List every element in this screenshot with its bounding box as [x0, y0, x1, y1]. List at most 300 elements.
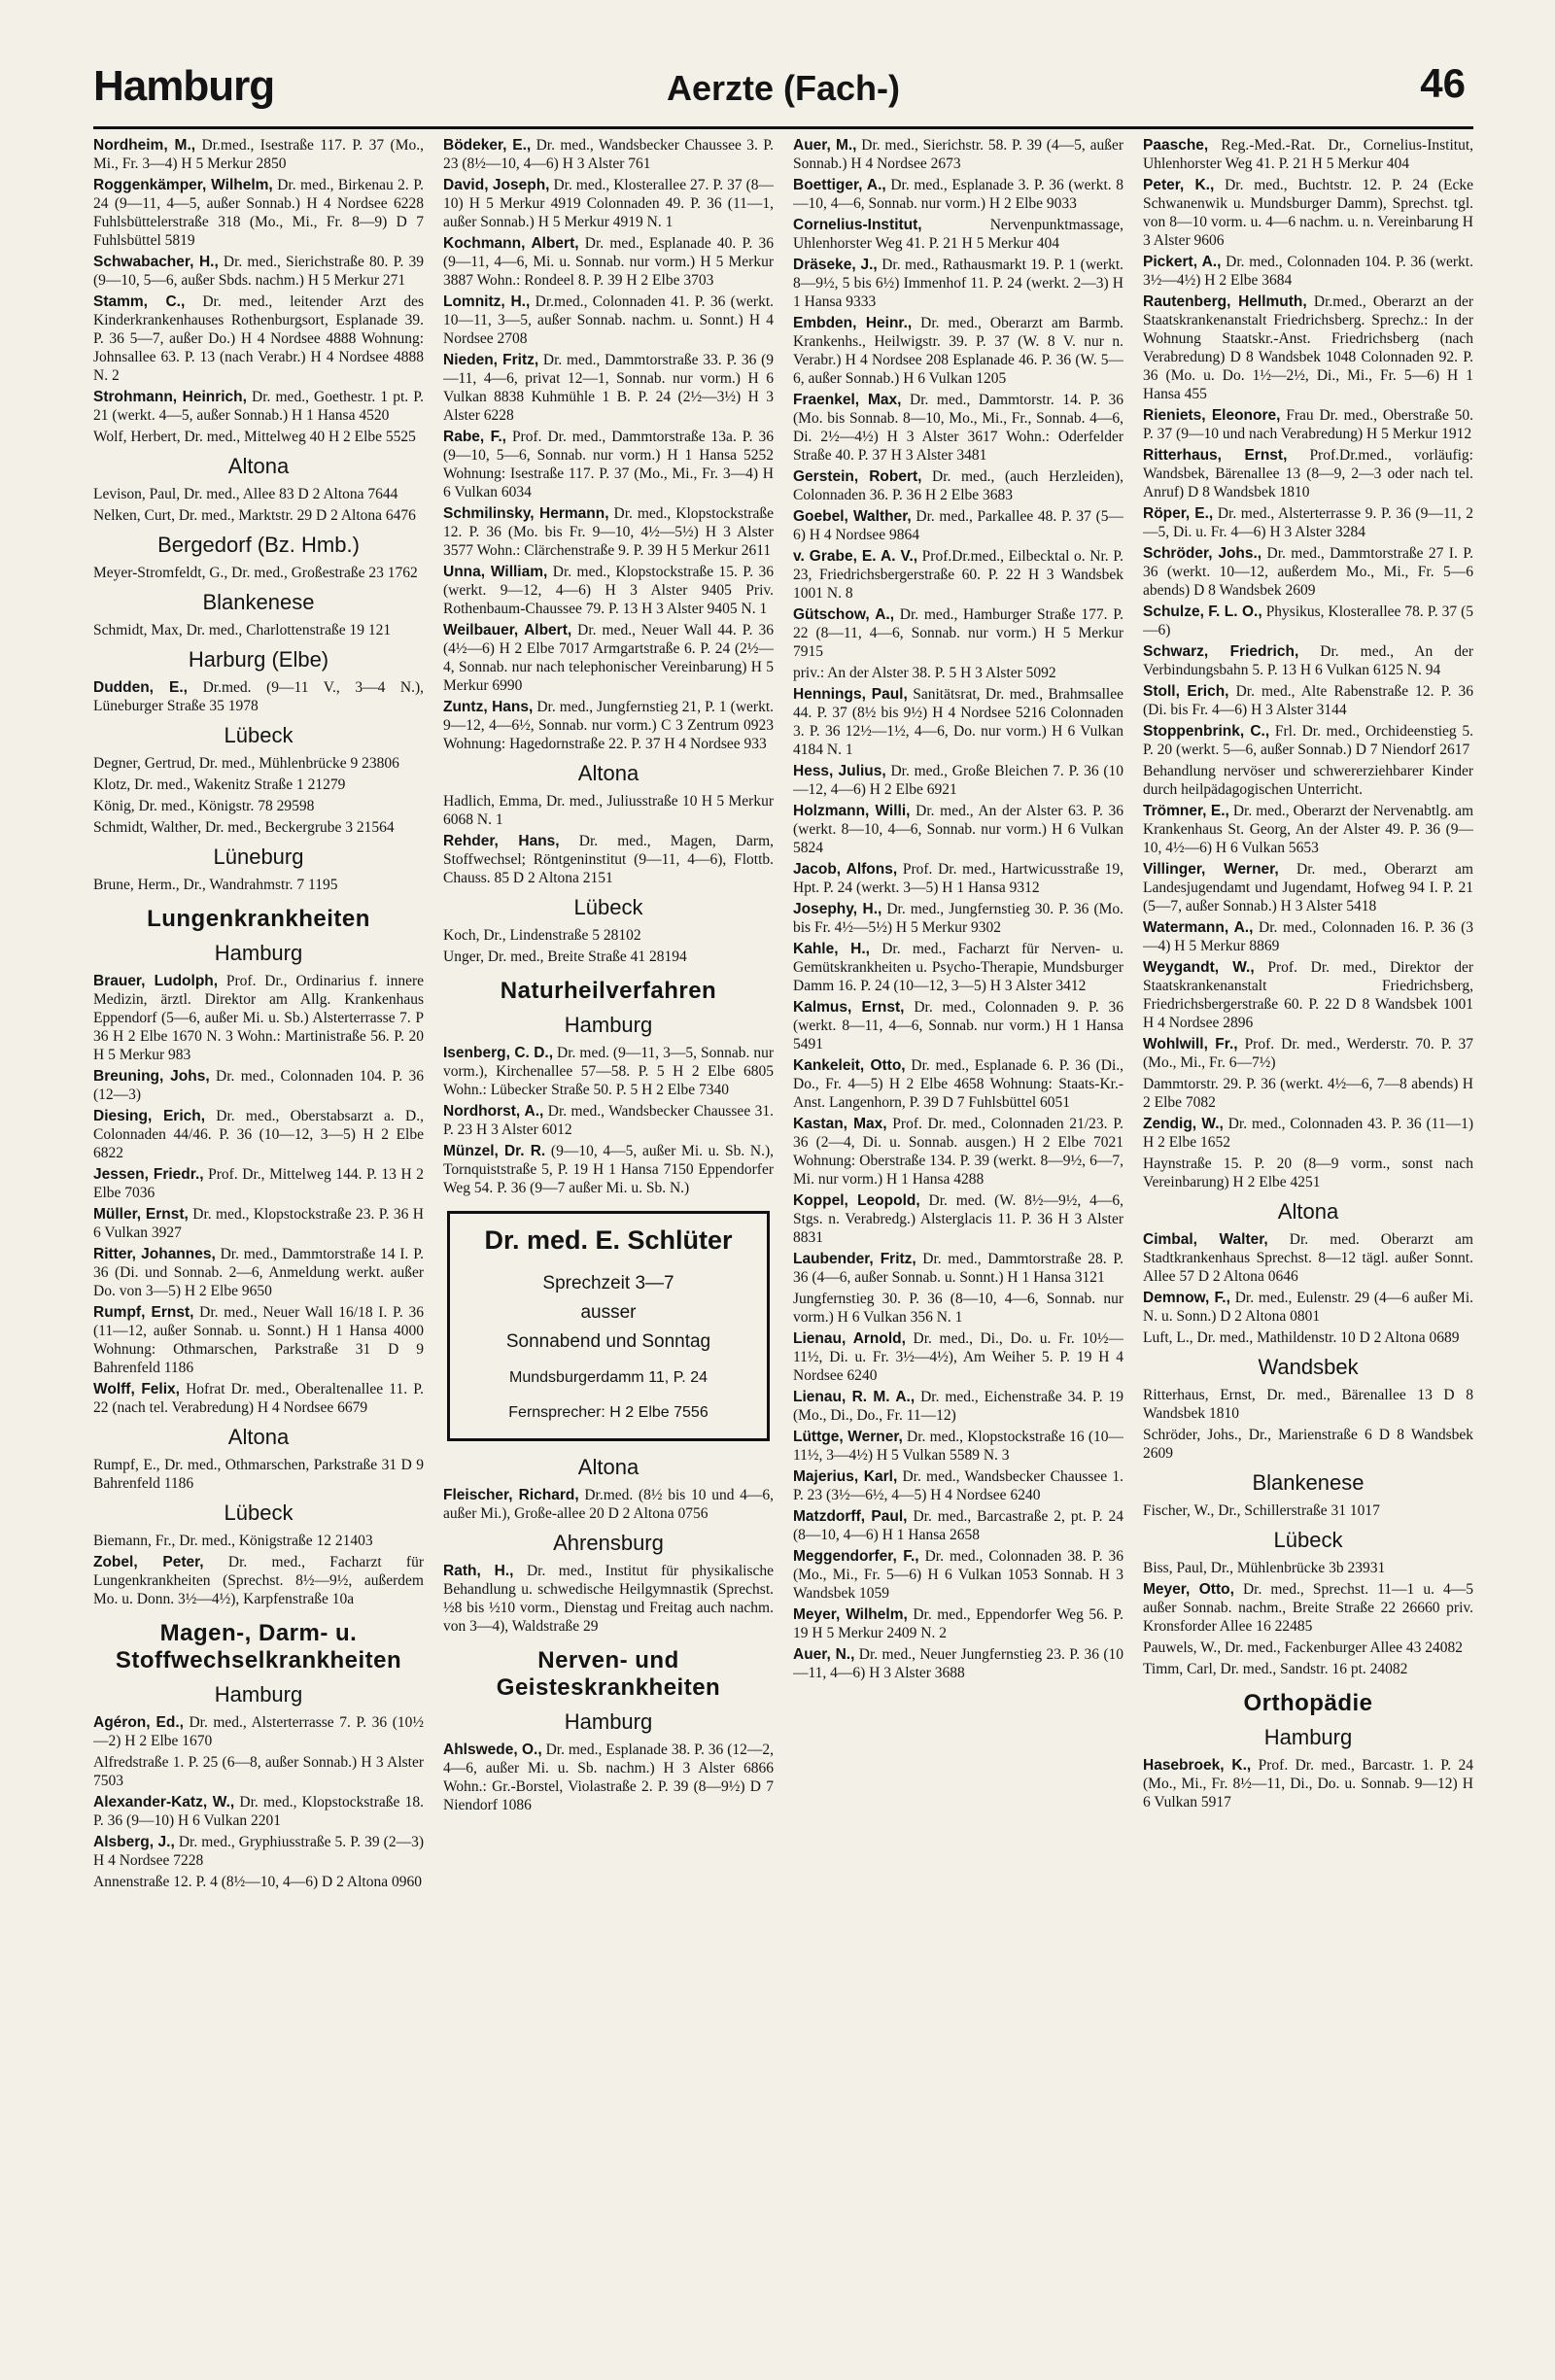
directory-entry [443, 234, 774, 290]
entry-details: Pauwels, W., Dr. med., Fackenburger Allee 43 24082 [1143, 1639, 1464, 1656]
entry-details: Klotz, Dr. med., Wakenitz Straße 1 21279 [93, 776, 346, 793]
entry-name: Watermann, A., [1143, 919, 1254, 936]
directory-entry [93, 1833, 424, 1870]
directory-entry [93, 564, 424, 582]
entry-name: Majerius, Karl, [793, 1468, 898, 1485]
entry-name: Paasche, [1143, 137, 1209, 154]
entry-details: Prof. Dr. med., Barcastr. 1. P. 24 (Mo., Mi., Fr. 8½—11, Di., Do. u. Sonnab. 9—12) H 6 Vulkan 5917 [1143, 1757, 1473, 1811]
section-heading: Lungenkrankheiten [147, 906, 370, 932]
entry-name: Lüttge, Werner, [793, 1429, 903, 1445]
entry-details: Fischer, W., Dr., Schillerstraße 31 1017 [1143, 1502, 1380, 1519]
directory-entry [443, 1102, 774, 1139]
entry-details: Schröder, Johs., Dr., Marienstraße 6 D 8 Wandsbek 2609 [1143, 1427, 1473, 1462]
entry-details: Dr. med., Dammtorstraße 27 I. P. 36 (werkt. 10—12, außerdem Mo., Mi., Fr. 5—6 abends) D 8 Wandsbek 2609 [1143, 545, 1473, 599]
entry-details: Rumpf, E., Dr. med., Othmarschen, Parkstraße 31 D 9 Bahrenfeld 1186 [93, 1457, 424, 1492]
entry-details: Dr. med. Oberarzt am Stadtkrankenhaus Sprechst. 8—12 tägl. außer Sonnt. Allee 57 D 2 Altona 0646 [1143, 1231, 1473, 1285]
ad-except: ausser [580, 1302, 637, 1323]
entry-details: Sanitätsrat, Dr. med., Brahmsallee 44. P. 37 (8½ bis 9½) H 4 Nordsee 5216 Colonnaden 3. P. 36 12½—1½, 4—6, Do. nur vorm.) H 6 Vulkan 4184 N. 1 [793, 686, 1123, 758]
entry-details: Dr. med., Institut für physikalische Behandlung u. schwedische Heilgymnastik (Sprechst. ½8 bis ½10 vorm., Dienstag und Freitag auch nachm. von 3—4), Waldstraße 29 [443, 1563, 774, 1635]
directory-entry [93, 293, 424, 385]
directory-entry [793, 1329, 1123, 1385]
directory-entry [793, 256, 1123, 311]
city-heading: Hamburg [214, 941, 303, 965]
city-heading: Hamburg [1263, 1725, 1353, 1749]
entry-details: Dr. med., Facharzt für Lungenkrankheiten (Sprechst. 8½—9½, außerdem Mo. u. Donn. 3½—4½), Karpfenstraße 10a [93, 1554, 424, 1607]
entry-name: Hennings, Paul, [793, 686, 908, 703]
entry-details: Dr. med., Oberarzt am Landesjugendamt und Jugendamt, Hofweg 94 I. P. 21 (5—7, außer Sonnab.) H 3 Alster 5418 [1143, 861, 1473, 914]
city-heading: Altona [227, 1425, 290, 1449]
directory-entry [793, 216, 1123, 253]
entry-details: Dr. med., Magen, Darm, Stoffwechsel; Röntgeninstitut (9—11, 4—6), Flottb. Chauss. 85 D 2 Altona 2151 [443, 833, 774, 886]
entry-details: Unger, Dr. med., Breite Straße 41 28194 [443, 949, 687, 965]
directory-entry [793, 1645, 1123, 1682]
directory-entry [1143, 682, 1473, 719]
city-heading: Bergedorf (Bz. Hmb.) [157, 533, 360, 557]
city-heading: Lübeck [224, 1500, 294, 1525]
entry-name: Schwarz, Friedrich, [1143, 643, 1299, 660]
city-heading: Lübeck [1273, 1528, 1343, 1552]
entry-name: Cimbal, Walter, [1143, 1231, 1268, 1248]
directory-entry [93, 972, 424, 1064]
directory-entry [93, 1553, 424, 1608]
directory-entry [1143, 446, 1473, 501]
directory-entry [1143, 1230, 1473, 1286]
entry-name: v. Grabe, E. A. V., [793, 548, 918, 565]
directory-entry [793, 762, 1123, 799]
directory-entry [793, 1191, 1123, 1247]
directory-entry [1143, 802, 1473, 857]
directory-entry [93, 678, 424, 715]
directory-entry [793, 314, 1123, 388]
entry-details: Biss, Paul, Dr., Mühlenbrücke 3b 23931 [1143, 1560, 1386, 1576]
directory-entry [93, 388, 424, 425]
directory-entry [443, 563, 774, 618]
entry-details: Dr. med., Colonnaden 43. P. 36 (11—1) H 2 Elbe 1652 [1143, 1116, 1473, 1151]
directory-entry [1143, 1035, 1473, 1072]
entry-details: Dr. med., Colonnaden 104. P. 36 (werkt. 3½—4½) H 2 Elbe 3684 [1143, 254, 1473, 289]
entry-details: Brune, Herm., Dr., Wandrahmstr. 7 1195 [93, 877, 338, 893]
entry-details: Dr. med., Oberarzt der Nervenabtlg. am Krankenhaus St. Georg, An der Alster 49. P. 36 (9—10, 4½—6) H 6 Vulkan 5653 [1143, 803, 1473, 856]
directory-entry [1143, 762, 1473, 799]
directory-entry [793, 1388, 1123, 1425]
entry-name: Schmilinsky, Hermann, [443, 505, 609, 522]
entry-name: Rumpf, Ernst, [93, 1304, 194, 1321]
entry-name: Zobel, Peter, [93, 1554, 204, 1570]
entry-name: Isenberg, C. D., [443, 1045, 554, 1061]
directory-entry [793, 1467, 1123, 1504]
directory-entry [793, 685, 1123, 759]
directory-entry [443, 351, 774, 425]
directory-entry [1143, 1559, 1473, 1577]
ad-address: Mundsburgerdamm 11, P. 24 [509, 1369, 708, 1386]
directory-entry [93, 485, 424, 503]
entry-details: Behandlung nervöser und schwererziehbarer Kinder durch heilpädagogischen Unterricht. [1143, 763, 1473, 798]
directory-entry [1143, 293, 1473, 403]
entry-details: Haynstraße 15. P. 20 (8—9 vorm., sonst nach Vereinbarung) H 2 Elbe 4251 [1143, 1156, 1473, 1190]
entry-name: Strohmann, Heinrich, [93, 389, 247, 405]
entry-details: Frau Dr. med., Oberstraße 50. P. 37 (9—10 und nach Verabredung) H 5 Merkur 1912 [1143, 407, 1473, 442]
city-heading: Altona [577, 1455, 639, 1479]
directory-entry [443, 428, 774, 501]
section-heading: Orthopädie [1243, 1690, 1373, 1716]
entry-name: Unna, William, [443, 564, 548, 580]
entry-details: Dr. med., Sierichstr. 58. P. 39 (4—5, außer Sonnab.) H 4 Nordsee 2673 [793, 137, 1123, 172]
entry-name: Stoppenbrink, C., [1143, 723, 1270, 740]
entry-details: Dr. med., Dammtorstr. 14. P. 36 (Mo. bis Sonnab. 8—10, Mo., Mi., Fr., Sonnab. 4—6, Di. 2½—4½) H 3 Alster 3617 Wohn.: Oderfelder Straße 40. P. 37 H 3 Alster 3481 [793, 392, 1123, 464]
entry-details: Frl. Dr. med., Orchideenstieg 5. P. 20 (werkt. 5—6, außer Sonnab.) D 7 Niendorf 2617 [1143, 723, 1473, 758]
directory-entry [1143, 1155, 1473, 1191]
entry-details: Dr. med., Goethestr. 1 pt. P. 21 (werkt. 4—5, außer Sonnab.) H 1 Hansa 4520 [93, 389, 424, 424]
directory-entry [793, 547, 1123, 603]
directory-entry [793, 1428, 1123, 1465]
ad-phone: Fernsprecher: H 2 Elbe 7556 [508, 1404, 708, 1421]
entry-name: Zuntz, Hans, [443, 699, 534, 715]
city-heading: Harburg (Elbe) [188, 647, 329, 672]
directory-entry [793, 998, 1123, 1053]
directory-entry [1143, 504, 1473, 541]
entry-details: Dr. med., Esplanade 40. P. 36 (9—11, 4—6, Mi. u. Sonnab. nur vorm.) H 5 Merkur 3887 Wohn.: Rondeel 8. P. 39 H 2 Elbe 3703 [443, 235, 774, 289]
directory-entry [1143, 860, 1473, 915]
entry-name: Müller, Ernst, [93, 1206, 189, 1223]
directory-entry [793, 860, 1123, 897]
header-title: Aerzte (Fach-) [666, 68, 901, 108]
entry-name: Zendig, W., [1143, 1116, 1224, 1132]
entry-details: Dr. med., Eppendorfer Weg 56. P. 19 H 5 Merkur 2409 N. 2 [793, 1606, 1123, 1641]
city-heading: Wandsbek [1258, 1355, 1359, 1379]
entry-details: Dr. med., Alte Rabenstraße 12. P. 36 (Di. bis Fr. 4—6) H 3 Alster 3144 [1143, 683, 1473, 718]
entry-details: Dr. med., Alsterterrasse 7. P. 36 (10½—2) H 2 Elbe 1670 [93, 1714, 424, 1749]
entry-details: Dr. med., Oberstabsarzt a. D., Colonnaden 44/46. P. 36 (10—12, 3—5) H 2 Elbe 6822 [93, 1108, 424, 1161]
entry-name: Lienau, Arnold, [793, 1330, 906, 1347]
entry-details: Dr. med., Di., Do. u. Fr. 10½—11½, Di. u. Fr. 3½—4½), Am Weiher 5. P. 19 H 4 Nordsee 6240 [793, 1330, 1123, 1384]
directory-entry [793, 391, 1123, 465]
entry-name: Jacob, Alfons, [793, 861, 898, 878]
directory-entry [793, 1605, 1123, 1642]
directory-entry [93, 1873, 424, 1891]
entry-name: Lienau, R. M. A., [793, 1389, 916, 1405]
entry-name: Weilbauer, Albert, [443, 622, 572, 638]
entry-details: Dr. med., Dammtorstraße 28. P. 36 (4—6, außer Sonnab. u. Sonnt.) H 1 Hansa 3121 [793, 1251, 1123, 1286]
column-2 [443, 136, 774, 2342]
entry-name: Schwabacher, H., [93, 254, 219, 270]
entry-details: König, Dr. med., Königstr. 78 29598 [93, 798, 315, 814]
entry-details: Dr. med., Klosterallee 27. P. 37 (8—10) H 5 Merkur 4919 Colonnaden 49. P. 36 (11—1, außer Sonnab.) H 5 Merkur 4919 N. 1 [443, 177, 774, 230]
entry-details: Nervenpunktmassage, Uhlenhorster Weg 41. P. 21 H 5 Merkur 404 [793, 217, 1123, 252]
entry-name: Nordheim, M., [93, 137, 196, 154]
entry-details: Dr. med., Esplanade 3. P. 36 (werkt. 8—10, 4—6, Sonnab. nur vorm.) H 2 Elbe 9033 [793, 177, 1123, 212]
directory-entry [1143, 603, 1473, 639]
directory-entry [793, 1250, 1123, 1287]
directory-entry [1143, 1075, 1473, 1112]
entry-name: David, Joseph, [443, 177, 550, 193]
directory-entry [793, 136, 1123, 173]
entry-details: Dr. med., Eichenstraße 34. P. 19 (Mo., Di., Do., Fr. 11—12) [793, 1389, 1123, 1424]
entry-details: Dr. med., Rathausmarkt 19. P. 1 (werkt. 8—9½, 5 bis 6½) Immenhof 11. P. 24 (werkt. 2—3) H 1 Hansa 9333 [793, 257, 1123, 310]
entry-details: Dr. med., Alsterterrasse 9. P. 36 (9—11, 2—5, Di. u. Fr. 4—6) H 3 Alster 3284 [1143, 505, 1473, 540]
directory-entry [1143, 1660, 1473, 1678]
entry-name: Rath, H., [443, 1563, 514, 1579]
entry-details: Dr. med. (9—11, 3—5, Sonnab. nur vorm.), Kirchenallee 57—58. P. 5 H 2 Elbe 6805 Wohn.: Lübecker Straße 50. P. 5 H 2 Elbe 7340 [443, 1045, 774, 1098]
directory-entry [443, 176, 774, 231]
directory-entry [793, 1290, 1123, 1327]
city-heading: Altona [227, 454, 290, 478]
entry-name: Kalmus, Ernst, [793, 999, 905, 1016]
directory-entry [1143, 918, 1473, 955]
entry-name: Alsberg, J., [93, 1834, 175, 1850]
entry-details: Levison, Paul, Dr. med., Allee 83 D 2 Altona 7644 [93, 486, 398, 502]
directory-entry [1143, 1580, 1473, 1636]
entry-name: Nieden, Fritz, [443, 352, 539, 368]
entry-details: Dr. med., Neuer Wall 16/18 I. P. 36 (11—12, außer Sonnab. u. Sonnt.) H 1 Hansa 4000 Wohnung: Othmarschen, Parkstraße 31 D 9 Bahrenfeld 1186 [93, 1304, 424, 1376]
entry-name: Lomnitz, H., [443, 293, 531, 310]
page-number: 46 [1420, 60, 1466, 106]
entry-details: Dr. med., Colonnaden 16. P. 36 (3—4) H 5 Merkur 8869 [1143, 919, 1473, 954]
entry-details: (9—10, 4—5, außer Mi. u. Sb. N.), Tornquiststraße 5, P. 19 H 1 Hansa 7150 Eppendorfer Weg 54. P. 36 (9—7 außer Mi. u. Sb. N.) [443, 1143, 774, 1196]
entry-details: Dr. med., Oberarzt am Barmb. Krankenhs., Heilwigstr. 39. P. 37 (W. 8 V. nur n. Verabr.) H 4 Nordsee 208 Esplanade 46. P. 36 (W. 5—6, außer Sonnab.) H 6 Vulkan 1205 [793, 315, 1123, 387]
entry-name: Matzdorff, Paul, [793, 1508, 908, 1525]
directory-entry [93, 754, 424, 773]
entry-details: Alfredstraße 1. P. 25 (6—8, außer Sonnab.) H 3 Alster 7503 [93, 1754, 424, 1789]
directory-entry [93, 1067, 424, 1104]
entry-name: Auer, N., [793, 1646, 855, 1663]
directory-entry [1143, 642, 1473, 679]
directory-entry [443, 926, 774, 945]
city-heading: Ahrensburg [553, 1531, 664, 1555]
directory-entry [1143, 958, 1473, 1032]
entry-details: Prof. Dr. med., Dammtorstraße 13a. P. 36 (9—10, 5—6, Sonnab. nur vorm.) H 1 Hansa 5252 Wohnung: Isestraße 117. P. 37 (Mo., Mi., Fr. 3—4) H 6 Vulkan 6034 [443, 429, 774, 500]
entry-details: Dr. med., Buchtstr. 12. P. 24 (Ecke Schwanenwik u. Mundsburger Damm), Sprechst. tgl. von 8—10 vorm. u. 4—6 nachm. u. n. Vereinbarung H 3 Alster 9606 [1143, 177, 1473, 249]
directory-entry [1143, 544, 1473, 600]
entry-name: Schröder, Johs., [1143, 545, 1262, 562]
directory-entry [1143, 253, 1473, 290]
entry-name: Auer, M., [793, 137, 857, 154]
directory-entry [93, 136, 424, 173]
page-header [93, 58, 1473, 129]
entry-name: Stamm, C., [93, 293, 186, 310]
entry-name: Brauer, Ludolph, [93, 973, 219, 989]
directory-entry [93, 1793, 424, 1830]
directory-entry [1143, 1756, 1473, 1811]
entry-details: Dr. med., Große Bleichen 7. P. 36 (10—12, 4—6) H 2 Elbe 6921 [793, 763, 1123, 798]
entry-details: Dr. med., Wandsbecker Chaussee 3. P. 23 (8½—10, 4—6) H 3 Alster 761 [443, 137, 774, 172]
city-heading: Lübeck [573, 895, 643, 919]
directory-entry [443, 698, 774, 753]
entry-details: Dr. med., Facharzt für Nerven- u. Gemütskrankheiten u. Psycho-Therapie, Mundsburger Damm 16. P. 24 (10—12, 3—5) H 3 Alster 3412 [793, 941, 1123, 994]
directory-entry [93, 176, 424, 250]
directory-entry [793, 664, 1123, 682]
entry-name: Wohlwill, Fr., [1143, 1036, 1238, 1052]
entry-name: Fleischer, Richard, [443, 1487, 579, 1503]
entry-name: Röper, E., [1143, 505, 1214, 522]
entry-name: Meyer, Wilhelm, [793, 1606, 908, 1623]
directory-entry [1143, 1386, 1473, 1423]
directory-entry [793, 467, 1123, 504]
directory-entry [443, 293, 774, 348]
directory-entry [93, 1165, 424, 1202]
entry-details: Prof. Dr. med., Direktor der Staatskrankenanstalt Friedrichsberg, Friedrichsbergerstraße 60. P. 22 D 8 Wandsbek 1001 H 4 Nordsee 2896 [1143, 959, 1473, 1031]
entry-name: Diesing, Erich, [93, 1108, 206, 1124]
entry-name: Kochmann, Albert, [443, 235, 579, 252]
directory-entry [1143, 176, 1473, 250]
entry-name: Rehder, Hans, [443, 833, 560, 849]
entry-details: Dr. med., (auch Herzleiden), Colonnaden 36. P. 36 H 2 Elbe 3683 [793, 468, 1123, 503]
directory-entry [1143, 406, 1473, 443]
entry-details: Dr. med., Neuer Wall 44. P. 36 (4½—6) H 2 Elbe 7017 Armgartstraße 6. P. 24 (2½—4, Sonnab. nur nach telephonischer Vereinbarung) H 5 Merkur 6990 [443, 622, 774, 694]
entry-details: Dr. med., Esplanade 6. P. 36 (Di., Do., Fr. 4—5) H 2 Elbe 4658 Wohnung: Staats-Kr.-Anst. Langenhorn, P. 39 D 7 Fuhlsbüttel 6051 [793, 1057, 1123, 1111]
directory-entry [93, 1107, 424, 1162]
entry-name: Ritter, Johannes, [93, 1246, 216, 1262]
directory-entry [443, 1486, 774, 1523]
section-heading: Naturheilverfahren [500, 978, 717, 1004]
directory-entry [443, 1562, 774, 1636]
entry-details: Dr. med., Gryphiusstraße 5. P. 39 (2—3) H 4 Nordsee 7228 [93, 1834, 424, 1869]
entry-name: Boettiger, A., [793, 177, 886, 193]
directory-entry [793, 940, 1123, 995]
directory-entry [93, 1456, 424, 1493]
entry-name: Demnow, F., [1143, 1290, 1230, 1306]
directory-entry [93, 1753, 424, 1790]
entry-details: Dr.med., Isestraße 117. P. 37 (Mo., Mi., Fr. 3—4) H 5 Merkur 2850 [93, 137, 424, 172]
entry-details: Dr. med., Jungfernstieg 30. P. 36 (Mo. bis Fr. 4½—5½) H 5 Merkur 9302 [793, 901, 1123, 936]
entry-details: Dr. med., Klopstockstraße 16 (10—11½, 3—4½) H 5 Vulkan 5589 N. 3 [793, 1429, 1123, 1464]
column-3 [793, 136, 1123, 2342]
entry-details: Luft, L., Dr. med., Mathildenstr. 10 D 2 Altona 0689 [1143, 1329, 1460, 1346]
entry-details: Schmidt, Walther, Dr. med., Beckergrube 3 21564 [93, 819, 395, 836]
directory-entry [443, 832, 774, 887]
directory-entry [793, 1547, 1123, 1603]
entry-details: Prof.Dr.med., Eilbecktal o. Nr. P. 23, Friedrichsbergerstraße 60. P. 22 H 3 Wandsbek 1001 N. 8 [793, 548, 1123, 602]
entry-name: Alexander-Katz, W., [93, 1794, 235, 1811]
entry-details: Dr. med., Colonnaden 104. P. 36 (12—3) [93, 1068, 424, 1103]
city-heading: Blankenese [1252, 1470, 1365, 1495]
directory-entry [1143, 722, 1473, 759]
entry-name: Agéron, Ed., [93, 1714, 184, 1731]
directory-entry [93, 1205, 424, 1242]
entry-name: Roggenkämper, Wilhelm, [93, 177, 273, 193]
entry-details: Dr. med., Hamburger Straße 177. P. 22 (8—11, 4—6, Sonnab. nur vorm.) H 5 Merkur 7915 [793, 606, 1123, 660]
entry-name: Hess, Julius, [793, 763, 886, 779]
entry-details: Dr. med., Jungfernstieg 21, P. 1 (werkt. 9—12, 4—6½, Sonnab. nur vorm.) C 3 Zentrum 0923 Wohnung: Hagedornstraße 22. P. 37 H 4 Nordsee 933 [443, 699, 774, 752]
entry-name: Ritterhaus, Ernst, [1143, 447, 1288, 464]
entry-details: Prof. Dr. med., Werderstr. 70. P. 37 (Mo., Mi., Fr. 6—7½) [1143, 1036, 1473, 1071]
entry-details: Hofrat Dr. med., Oberaltenallee 11. P. 22 (nach tel. Verabredung) H 4 Nordsee 6679 [93, 1381, 424, 1416]
directory-entry [93, 506, 424, 525]
entry-name: Breuning, Johs, [93, 1068, 210, 1085]
directory-entry [1143, 136, 1473, 173]
entry-details: Timm, Carl, Dr. med., Sandstr. 16 pt. 24082 [1143, 1661, 1408, 1677]
directory-entry [93, 797, 424, 815]
city-heading: Hamburg [564, 1709, 653, 1734]
directory-entry [443, 1142, 774, 1197]
entry-name: Jessen, Friedr., [93, 1166, 204, 1183]
entry-details: Degner, Gertrud, Dr. med., Mühlenbrücke 9 23806 [93, 755, 399, 772]
entry-details: Schmidt, Max, Dr. med., Charlottenstraße 19 121 [93, 622, 392, 638]
entry-details: Dr. med., Parkallee 48. P. 37 (5—6) H 4 Nordsee 9864 [793, 508, 1123, 543]
entry-details: Dr. med., Eulenstr. 29 (4—6 außer Mi. N. u. Sonn.) D 2 Altona 0801 [1143, 1290, 1473, 1325]
entry-name: Peter, K., [1143, 177, 1215, 193]
entry-name: Hasebroek, K., [1143, 1757, 1252, 1774]
entry-name: Villinger, Werner, [1143, 861, 1279, 878]
city-heading: Lüneburg [213, 845, 304, 869]
entry-name: Koppel, Leopold, [793, 1192, 920, 1209]
entry-details: priv.: An der Alster 38. P. 5 H 3 Alster 5092 [793, 665, 1056, 681]
entry-details: Prof. Dr., Mittelweg 144. P. 13 H 2 Elbe 7036 [93, 1166, 424, 1201]
entry-name: Rabe, F., [443, 429, 506, 445]
entry-details: Dr. med., leitender Arzt des Kinderkrankenhauses Rothenburgsort, Esplanade 39. P. 36 5—7, außer Do.) H 4 Nordsee 4888 Wohnung: Johnsallee 63. P. 13 (nach Verabr.) H 4 Nordsee 4888 N. 2 [93, 293, 424, 384]
city-heading: Hamburg [564, 1013, 653, 1037]
entry-name: Münzel, Dr. R. [443, 1143, 546, 1159]
column-1 [93, 136, 424, 2342]
entry-name: Embden, Heinr., [793, 315, 913, 331]
directory-entry [93, 1303, 424, 1377]
entry-name: Meyer, Otto, [1143, 1581, 1234, 1598]
entry-name: Wolff, Felix, [93, 1381, 180, 1397]
ad-title: Dr. med. E. Schlüter [484, 1225, 733, 1255]
entry-details: Dr.med., Colonnaden 41. P. 36 (werkt. 10—11, 3—5, außer Sonnab. nachm. u. Sonnt.) H 4 Nordsee 2708 [443, 293, 774, 347]
city-heading: Altona [577, 761, 639, 785]
entry-name: Weygandt, W., [1143, 959, 1255, 976]
directory-entry [793, 802, 1123, 857]
directory-entry [1143, 1426, 1473, 1463]
directory-entry [93, 776, 424, 794]
entry-details: Dr. med., An der Alster 63. P. 36 (werkt. 8—10, 4—6, Sonnab. nur vorm.) H 6 Vulkan 5824 [793, 803, 1123, 856]
entry-details: Hadlich, Emma, Dr. med., Juliusstraße 10 H 5 Merkur 6068 N. 1 [443, 793, 774, 828]
directory-entry [443, 136, 774, 173]
directory-entry [793, 507, 1123, 544]
entry-name: Trömner, E., [1143, 803, 1229, 819]
directory-entry [443, 621, 774, 695]
ad-days: Sonnabend und Sonntag [505, 1331, 711, 1352]
directory-entry [793, 900, 1123, 937]
entry-details: Dr. med., Sprechst. 11—1 u. 4—5 außer Sonnab. nachm., Breite Straße 22 26660 priv. Kronsforder Allee 16 22485 [1143, 1581, 1473, 1635]
entry-details: Prof. Dr., Ordinarius f. innere Medizin, ärztl. Direktor am Allg. Krankenhaus Eppendorf (5—6, außer Mi. u. Sb.) Alsterterrasse 7. P 36 H 2 Elbe 1670 N. 3 Wohn.: Martinistraße 56. P. 20 H 5 Merkur 983 [93, 973, 424, 1063]
entry-name: Bödeker, E., [443, 137, 532, 154]
directory-entry [793, 1056, 1123, 1112]
entry-details: Wolf, Herbert, Dr. med., Mittelweg 40 H 2 Elbe 5525 [93, 429, 416, 445]
entry-details: Ritterhaus, Ernst, Dr. med., Bärenallee 13 D 8 Wandsbek 1810 [1143, 1387, 1473, 1422]
entry-name: Ahlswede, O., [443, 1742, 542, 1758]
entry-details: Annenstraße 12. P. 4 (8½—10, 4—6) D 2 Altona 0960 [93, 1874, 422, 1890]
directory-entry [93, 253, 424, 290]
entry-details: Prof.Dr.med., vorläufig: Wandsbek, Bärenallee 13 (8—9, 2—3 oder nach tel. Anruf) D 8 Wandsbek 1810 [1143, 447, 1473, 500]
entry-name: Rieniets, Eleonore, [1143, 407, 1281, 424]
entry-name: Holzmann, Willi, [793, 803, 911, 819]
ad-hours: Sprechzeit 3—7 [542, 1273, 674, 1293]
entry-details: Jungfernstieg 30. P. 36 (8—10, 4—6, Sonnab. nur vorm.) H 6 Vulkan 356 N. 1 [793, 1291, 1123, 1326]
entry-name: Schulze, F. L. O., [1143, 604, 1262, 620]
section-heading: Nerven- und Geisteskrankheiten [496, 1647, 721, 1701]
entry-details: Nelken, Curt, Dr. med., Marktstr. 29 D 2 Altona 6476 [93, 507, 416, 524]
directory-entry [93, 818, 424, 837]
entry-details: Dr.med. (8½ bis 10 und 4—6, außer Mi.), Große-allee 20 D 2 Altona 0756 [443, 1487, 774, 1522]
entry-name: Gütschow, A., [793, 606, 895, 623]
entry-details: Dr.med., Oberarzt an der Staatskrankenanstalt Friedrichsberg. Sprechz.: In der Wohnung Staatskr.-Anst. Friedrichsberg (nach Verabredung) D 8 Wandsbek 1048 Colonnaden 92. P. 36 (Mo. u. Do. 1½—2½, Di., Mi., Fr. 5—6) H 1 Hansa 455 [1143, 293, 1473, 402]
entry-details: Dr. med., Wandsbecker Chaussee 31. P. 23 H 3 Alster 6012 [443, 1103, 774, 1138]
entry-details: Physikus, Klosterallee 78. P. 37 (5—6) [1143, 604, 1473, 638]
entry-name: Kahle, H., [793, 941, 870, 957]
entry-details: Dr. med., Esplanade 38. P. 36 (12—2, 4—6, außer Mi. u. Sb. nachm.) H 3 Alster 6866 Wohn.: Gr.-Borstel, Violastraße 2. P. 39 (8—9½) D 7 Niendorf 1086 [443, 1742, 774, 1813]
directory-entry [1143, 1501, 1473, 1520]
entry-details: Dr. med., Dammtorstraße 33. P. 36 (9—11, 4—6, privat 12—1, Sonnab. nur vorm.) H 6 Vulkan 8838 Kuhmühle 1 B. P. 24 (2½—3½) H 3 Alster 6228 [443, 352, 774, 424]
directory-entry [93, 1245, 424, 1300]
entry-details: Dr. med., Wandsbecker Chaussee 1. P. 23 (3½—6½, 4—5) H 4 Nordsee 6240 [793, 1468, 1123, 1503]
entry-details: Dr. med., Sierichstraße 80. P. 39 (9—10, 5—6, außer Sbds. nachm.) H 5 Merkur 271 [93, 254, 424, 289]
entry-details: Dr. med., An der Verbindungsbahn 5. P. 13 H 6 Vulkan 6125 N. 94 [1143, 643, 1473, 678]
entry-details: Dr. med., Neuer Jungfernstieg 23. P. 36 (10—11, 4—6) H 3 Alster 3688 [793, 1646, 1123, 1681]
entry-details: Dr.med. (9—11 V., 3—4 N.), Lüneburger Straße 35 1978 [93, 679, 424, 714]
entry-details: Dr. med., Klopstockstraße 18. P. 36 (9—10) H 6 Vulkan 2201 [93, 1794, 424, 1829]
city-heading: Altona [1277, 1199, 1339, 1224]
